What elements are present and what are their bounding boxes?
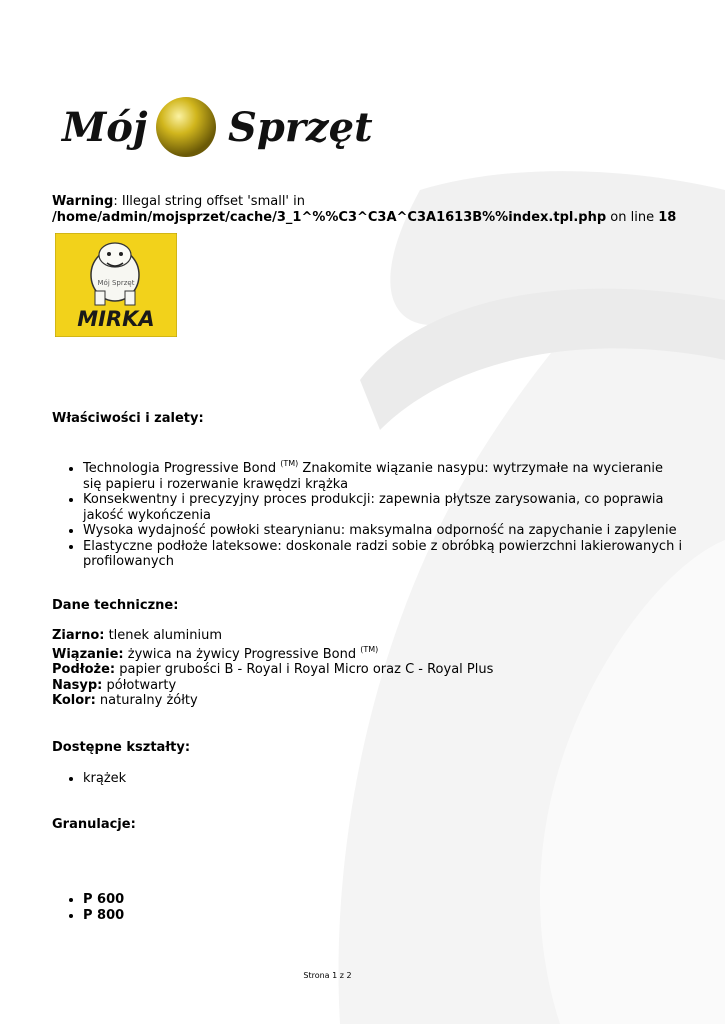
list-item-text: Znakomite wiązanie nasypu: wytrzymałe na wycieranie się papieru i rozerwanie krawędzi krążka (83, 461, 664, 492)
technical-data (52, 628, 493, 709)
mirka-product-image (55, 233, 177, 337)
list-item-text: Konsekwentny i precyzyjny proces produkcji: zapewnia płytsze zarysowania, co poprawia jakość wykończenia (83, 492, 664, 523)
properties-heading: Właściwości i zalety: (52, 411, 204, 426)
trademark-sup: (TM) (360, 644, 379, 654)
tech-label: Podłoże: (52, 662, 116, 677)
shapes-heading: Dostępne kształty: (52, 740, 191, 755)
tech-value: naturalny żółty (95, 693, 198, 708)
list-item (83, 492, 683, 523)
tech-row-grain (52, 628, 493, 644)
grits-heading: Granulacje: (52, 817, 136, 832)
logo-text-left: Mój (62, 104, 148, 151)
tech-value: półotwarty (102, 677, 177, 693)
tech-value: żywica na żywicy Progressive Bond (123, 646, 361, 662)
tech-row-color (52, 693, 493, 709)
trademark-sup: (TM) (280, 459, 299, 468)
warning-line-number: 18 (658, 210, 677, 225)
tech-label: Kolor: (52, 693, 96, 708)
list-item-text: Wysoka wydajność powłoki stearynianu: maksymalna odporność na zapychanie i zapylenie (83, 523, 677, 538)
warning-label: Warning (52, 194, 114, 209)
list-item: • krążek (83, 771, 683, 787)
list-item-text: Technologia Progressive Bond (83, 461, 281, 476)
list-item: • P 800 (83, 908, 683, 924)
technical-heading: Dane techniczne: (52, 598, 179, 613)
php-warning (52, 194, 692, 226)
tech-label: Ziarno: (52, 628, 105, 643)
mirka-watermark: Mój Sprzęt (97, 279, 135, 287)
list-item (83, 523, 683, 539)
page-footer: Strona 1 z 2 (303, 971, 352, 980)
warning-on-line: on line (606, 210, 659, 225)
grits-list (52, 892, 683, 923)
shapes-list (52, 771, 683, 787)
tech-label: Nasyp: (52, 677, 103, 693)
tech-label: Wiązanie: (52, 646, 124, 662)
tech-value: tlenek aluminium (104, 628, 223, 643)
tech-value: papier grubości B - Royal i Royal Micro oraz C - Royal Plus (115, 662, 494, 677)
list-item-text: Elastyczne podłoże lateksowe: doskonale radzi sobie z obróbką powierzchni lakierowanych i profilowanych (83, 538, 683, 569)
warning-message: : Illegal string offset 'small' in (113, 194, 305, 209)
list-item (83, 539, 683, 570)
site-logo[interactable] (52, 93, 382, 163)
logo-ball-icon (156, 97, 216, 157)
tech-row-bond (52, 644, 493, 663)
mirka-logo-text: MIRKA (77, 307, 155, 331)
list-item: • P 600 (83, 892, 683, 908)
tech-row-coating (52, 678, 493, 694)
tech-row-backing (52, 662, 493, 678)
properties-list (52, 461, 683, 570)
warning-path: /home/admin/mojsprzet/cache/3_1^%%C3^C3A^C3A1613B%%index.tpl.php (52, 210, 607, 225)
logo-text-right: Sprzęt (228, 104, 373, 151)
list-item (83, 461, 683, 492)
